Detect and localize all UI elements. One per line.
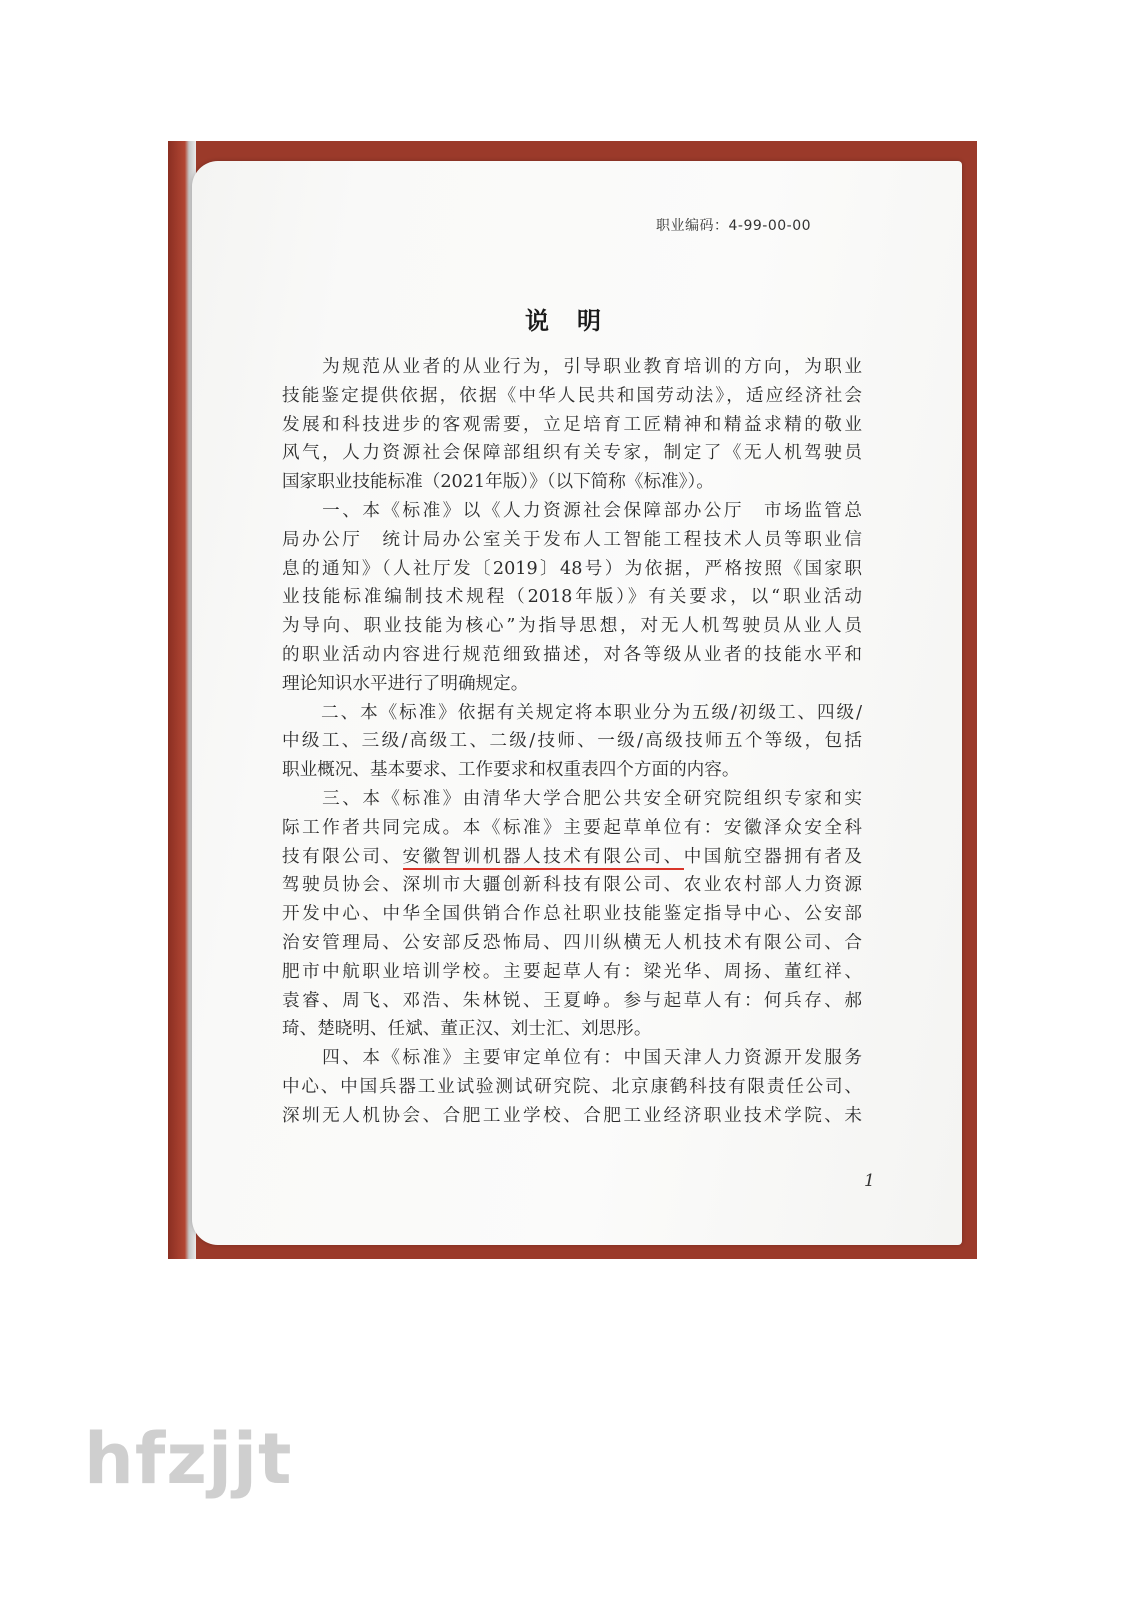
text-line: 为导向、职业技能为核心”为指导思想，对无人机驾驶员从业人员 — [282, 616, 862, 637]
text-line: 肥市中航职业培训学校。主要起草人有：梁光华、周扬、董红祥、 — [282, 961, 862, 982]
text-line: 三、本《标准》由清华大学合肥公共安全研究院组织专家和实 — [282, 788, 862, 809]
text-line: 深圳无人机协会、合肥工业学校、合肥工业经济职业技术学院、未 — [282, 1105, 862, 1126]
text-line: 发展和科技进步的客观需要，立足培育工匠精神和精益求精的敬业 — [282, 414, 862, 435]
text-line: 局办公厅 统计局办公室关于发布人工智能工程技术人员等职业信 — [282, 529, 862, 550]
text-line: 业技能标准编制技术规程（2018年版）》有关要求，以“职业活动 — [282, 587, 862, 608]
text-line: 袁睿、周飞、邓浩、朱林锐、王夏峥。参与起草人有：何兵存、郝 — [282, 990, 862, 1011]
text-line: 的职业活动内容进行规范细致描述，对各等级从业者的技能水平和 — [282, 644, 862, 665]
text-line: 息的通知》（人社厅发〔2019〕48号）为依据，严格按照《国家职 — [282, 558, 862, 579]
text-line: 驾驶员协会、深圳市大疆创新科技有限公司、农业农村部人力资源 — [282, 875, 862, 896]
text-line: 一、本《标准》以《人力资源社会保障部办公厅 市场监管总 — [282, 500, 862, 521]
text-line: 理论知识水平进行了明确规定。 — [282, 673, 529, 694]
text-line: 开发中心、中华全国供销合作总社职业技能鉴定指导中心、公安部 — [282, 904, 862, 925]
text-line: 四、本《标准》主要审定单位有：中国天津人力资源开发服务 — [282, 1048, 862, 1069]
text-line: 中心、中国兵器工业试验测试研究院、北京康鹤科技有限责任公司、 — [282, 1076, 862, 1097]
body-text — [282, 353, 862, 1131]
text-line: 为规范从业者的从业行为，引导职业教育培训的方向，为职业 — [282, 357, 862, 377]
text-line: 国家职业技能标准（2021年版）》（以下简称《标准》）。 — [282, 472, 714, 493]
highlighted-company: 安徽智训机器人技术有限公司、 — [403, 847, 684, 870]
occupation-code: 职业编码：4-99-00-00 — [656, 218, 812, 234]
text-line: 二、本《标准》依据有关规定将本职业分为五级/初级工、四级/ — [282, 702, 862, 723]
text-line: 技能鉴定提供依据，依据《中华人民共和国劳动法》，适应经济社会 — [282, 385, 862, 406]
document-page — [192, 161, 962, 1245]
text-segment: 技有限公司、 — [282, 846, 403, 867]
text-line: 职业概况、基本要求、工作要求和权重表四个方面的内容。 — [282, 760, 740, 781]
watermark: hfzjjt — [84, 1418, 293, 1500]
text-line: 际工作者共同完成。本《标准》主要起草单位有：安徽泽众安全科 — [282, 817, 862, 838]
text-segment: 中国航空器拥有者及 — [683, 846, 862, 867]
text-line: 琦、楚晓明、任斌、董正汉、刘士汇、刘思彤。 — [282, 1019, 652, 1040]
text-line: 风气，人力资源社会保障部组织有关专家，制定了《无人机驾驶员 — [282, 443, 862, 464]
document-photo — [168, 141, 977, 1259]
page-title: 说明 — [525, 307, 629, 335]
text-line — [282, 843, 862, 872]
page-number: 1 — [864, 1171, 875, 1191]
text-line: 中级工、三级/高级工、二级/技师、一级/高级技师五个等级，包括 — [282, 731, 862, 752]
text-line: 治安管理局、公安部反恐怖局、四川纵横无人机技术有限公司、合 — [282, 932, 862, 953]
